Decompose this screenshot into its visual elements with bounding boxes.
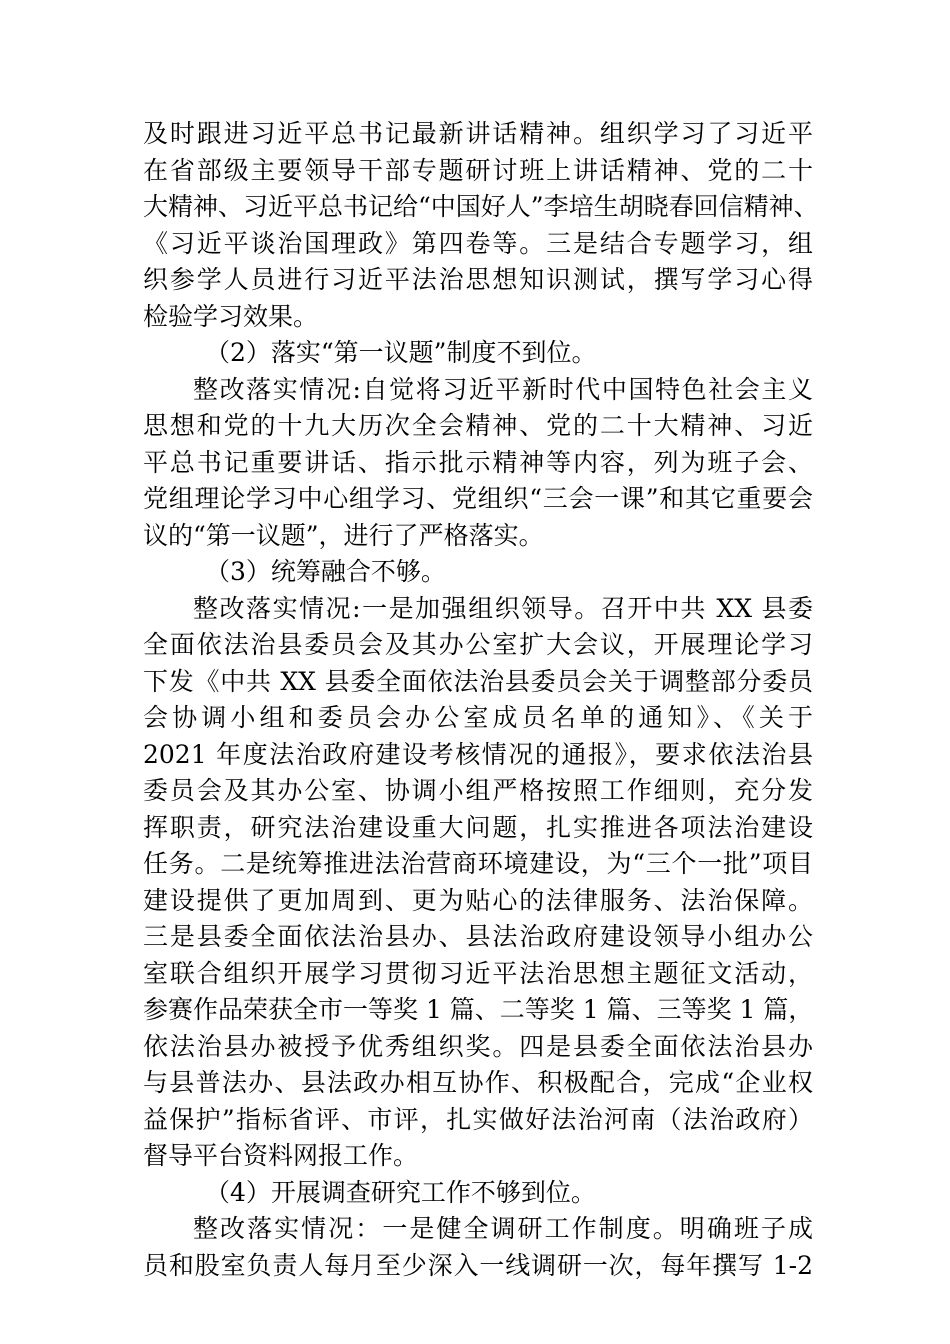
- body-line-29: 督导平台资料网报工作。: [143, 1141, 419, 1170]
- body-line-8: 整改落实情况:自觉将习近平新时代中国特色社会主义: [193, 374, 813, 404]
- body-line-15: 全面依法治县委员会及其办公室扩大会议，开展理论学习: [143, 630, 813, 659]
- body-line-26: 依法治县办被授予优秀组织奖。四是县委全面依法治县办: [143, 1031, 813, 1061]
- body-line-6: 检验学习效果。: [143, 301, 319, 331]
- body-line-27: 与县普法办、县法政办相互协作、积极配合，完成“企业权: [143, 1068, 813, 1097]
- body-line-17: 会协调小组和委员会办公室成员名单的通知》、《关于: [143, 703, 813, 732]
- body-line-9: 思想和党的十九大历次全会精神、党的二十大精神、习近: [143, 411, 813, 440]
- body-line-3: 大精神、习近平总书记给“中国好人”李培生胡晓春回信精神、: [143, 192, 819, 221]
- body-line-21: 任务。二是统筹推进法治营商环境建设，为“三个一批”项目: [143, 849, 813, 878]
- body-line-1: 及时跟进习近平总书记最新讲话精神。组织学习了习近平: [143, 119, 813, 148]
- body-line-23: 三是县委全面依法治县办、县法治政府建设领导小组办公: [143, 922, 813, 951]
- body-line-18: 2021 年度法治政府建设考核情况的通报》，要求依法治县: [143, 739, 813, 769]
- body-line-11: 党组理论学习中心组学习、党组织“三会一课”和其它重要会: [143, 484, 813, 513]
- body-line-25: 参赛作品荣获全市一等奖 1 篇、二等奖 1 篇、三等奖 1 篇，: [143, 995, 814, 1024]
- body-line-31: 整改落实情况：一是健全调研工作制度。明确班子成: [193, 1214, 813, 1243]
- body-line-32: 员和股室负责人每月至少深入一线调研一次，每年撰写 1-2: [143, 1250, 813, 1280]
- body-line-16: 下发《中共 XX 县委全面依法治县委员会关于调整部分委员: [143, 666, 813, 696]
- section-heading-3: （3）统筹融合不够。: [205, 557, 446, 586]
- body-line-19: 委员会及其办公室、协调小组严格按照工作细则，充分发: [143, 776, 813, 805]
- body-line-22: 建设提供了更加周到、更为贴心的法律服务、法治保障。: [143, 885, 813, 915]
- section-heading-4: （4）开展调查研究工作不够到位。: [205, 1177, 596, 1207]
- section-heading-2: （2）落实“第一议题”制度不到位。: [205, 338, 597, 367]
- body-line-14: 整改落实情况:一是加强组织领导。召开中共 XX 县委: [193, 593, 813, 623]
- body-line-24: 室联合组织开展学习贯彻习近平法治思想主题征文活动，: [143, 958, 813, 988]
- body-line-5: 织参学人员进行习近平法治思想知识测试，撰写学习心得: [143, 265, 813, 294]
- body-line-10: 平总书记重要讲话、指示批示精神等内容，列为班子会、: [143, 447, 813, 477]
- body-line-4: 《习近平谈治国理政》第四卷等。三是结合专题学习，组: [143, 228, 813, 258]
- body-line-12: 议的“第一议题”，进行了严格落实。: [143, 520, 544, 550]
- body-line-20: 挥职责，研究法治建设重大问题，扎实推进各项法治建设: [143, 812, 813, 842]
- body-line-28: 益保护”指标省评、市评，扎实做好法治河南（法治政府）: [143, 1104, 813, 1134]
- body-line-2: 在省部级主要领导干部专题研讨班上讲话精神、党的二十: [143, 155, 813, 185]
- document-body: [143, 116, 819, 1284]
